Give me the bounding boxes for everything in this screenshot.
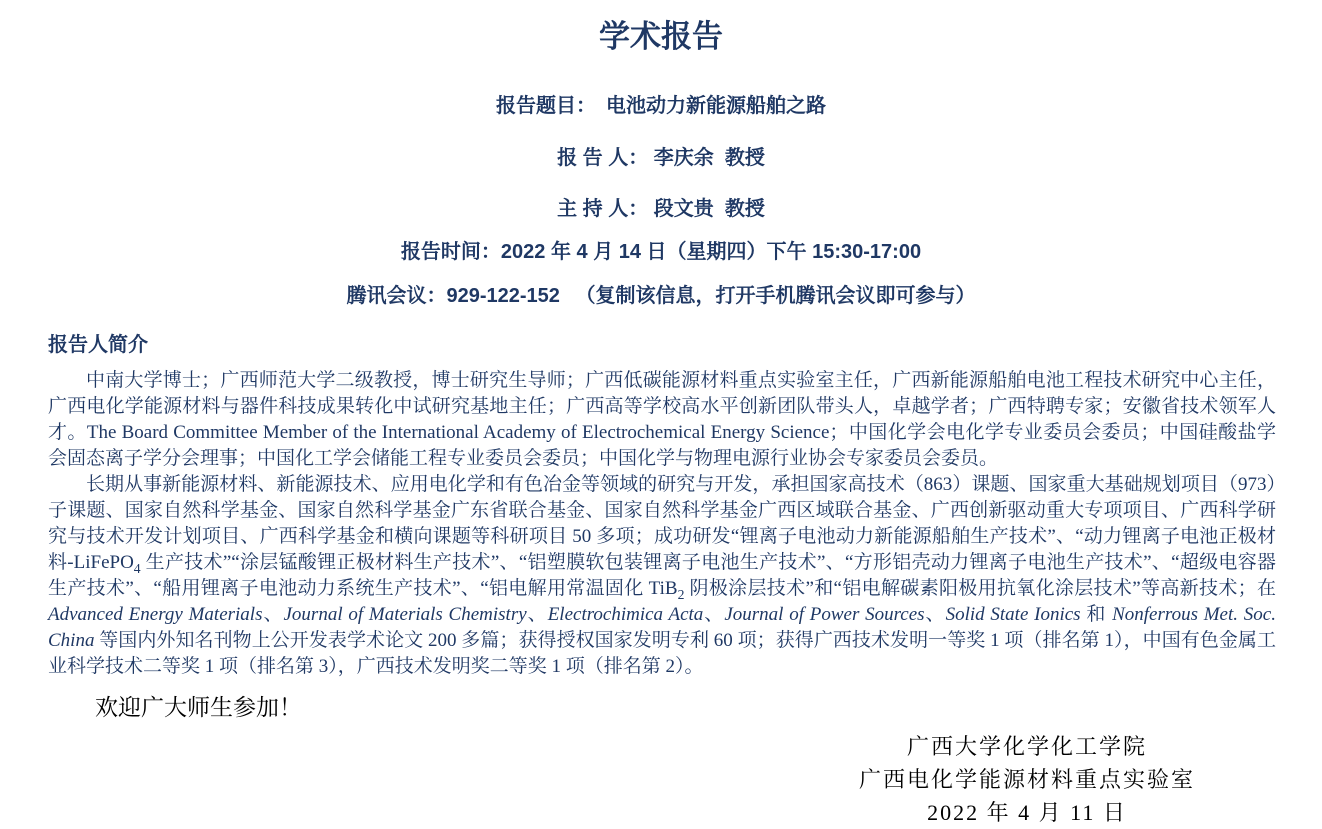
page-title: 学术报告 — [599, 19, 723, 54]
speaker-line: 报 告 人： 李庆余 教授 — [557, 147, 765, 169]
bio-paragraph-2: 长期从事新能源材料、新能源技术、应用电化学和有色冶金等领域的研究与开发，承担国家高技术（863）课题、国家重大基础规划项目（973）子课题、国家自然科学基金、国家自然科学基金广东省联合基金、国家自然科学基金广西区域联合基金、广西创新驱动重大专项项目、广西科学研究与技术开发计划项目、广西科学基金和横向课题等科研项目 50 多项；成功研发“锂离子电池动力新能源船舶生产技术”、“动力锂离子电池正极材料-LiFePO$_4$ 生产技术”“涂层锰酸锂正极材料生产技术”、“铝塑膜软包装锂离子电池生产技术”、“方形铝壳动力锂离子电池生产技术”、“超级电容器生产技术”、“船用锂离子电池动力系统生产技术”、“铝电解用常温固化 TiB$_2$ 阴极涂层技术”和“铝电解碳素阳极用抗氧化涂层技术”等高新技术；在 Advanced Energy Materials、Journal of Materials Chemistry、Electrochimica Acta、Journal of Power Sources、Solid State Ionics 和 Nonferrous Met. Soc. China 等国内外知名刊物上公开发表学术论文 200 多篇；获得授权国家发明专利 60 项；获得广西技术发明一等奖 1 项（排名第 1），中国有色金属工业科学技术二等奖 1 项（排名第 3），广西技术发明奖二等奖 1 项（排名第 2）。 — [48, 474, 1276, 677]
meeting-id-line: 腾讯会议：929-122-152 （复制该信息，打开手机腾讯会议即可参与） — [346, 285, 976, 307]
signature-block — [837, 730, 1217, 829]
signature-college: 广西大学化学化工学院 — [906, 734, 1147, 759]
time-line: 报告时间：2022 年 4 月 14 日（星期四）下午 15:30-17:00 — [400, 241, 922, 263]
report-topic-line: 报告题目： 电池动力新能源船舶之路 — [496, 95, 826, 117]
bio-paragraph-1: 中南大学博士；广西师范大学二级教授，博士研究生导师；广西低碳能源材料重点实验室主任，广西新能源船舶电池工程技术研究中心主任，广西电化学能源材料与器件科技成果转化中试研究基地主任；广西高等学校高水平创新团队带头人，卓越学者；广西特聘专家；安徽省技术领军人才。The Board Committee Member of the International Academy of Electrochemical Energy Science；中国化学会电化学专业委员会委员；中国硅酸盐学会固态离子学分会理事；中国化工学会储能工程专业委员会委员；中国化学与物理电源行业协会专家委员会委员。 — [48, 370, 1276, 469]
signature-date: 2022 年 4 月 11 日 — [927, 800, 1127, 825]
host-line: 主 持 人： 段文贵 教授 — [557, 198, 765, 220]
bio-section-heading: 报告人简介 — [48, 334, 148, 356]
welcome-line: 欢迎广大师生参加！ — [95, 695, 302, 720]
signature-laboratory: 广西电化学能源材料重点实验室 — [858, 767, 1195, 792]
